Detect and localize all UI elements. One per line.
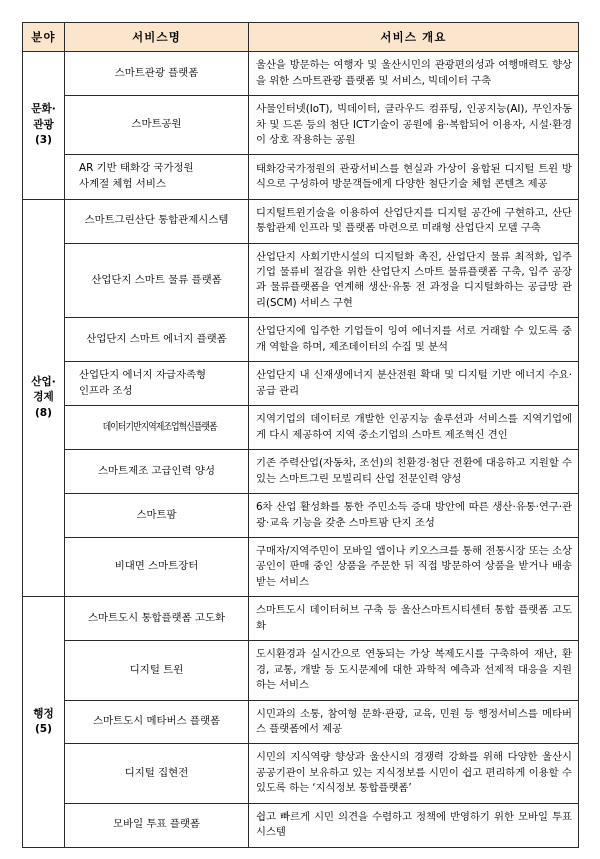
table-row <box>23 744 579 803</box>
service-overview-cell: 산업단지 내 신재생에너지 분산전원 확대 및 디지털 기반 에너지 수요·공급 관리 <box>249 362 579 406</box>
service-name-cell: 산업단지 스마트 에너지 플랫폼 <box>65 318 249 362</box>
service-name-cell: 데이터기반지역제조업혁신플랫폼 <box>77 406 235 450</box>
table-row <box>23 52 579 96</box>
service-name-cell: 비대면 스마트장터 <box>65 538 249 597</box>
service-overview-cell: 도시환경과 실시간으로 연동되는 가상 복제도시를 구축하여 재난, 환경, 교통, 개발 등 도시문제에 대한 과학적 예측과 선제적 대응을 지원하는 서비스 <box>249 641 579 700</box>
smart-city-services-table <box>22 22 579 848</box>
service-overview-cell: 태화강국가정원의 관광서비스를 현실과 가상이 융합된 디지털 트윈 방식으로 구성하여 방문객들에게 다양한 첨단기술 체험 콘텐츠 제공 <box>249 155 579 199</box>
service-name-cell: 스마트관광 플랫폼 <box>65 52 249 96</box>
table-row <box>23 362 579 406</box>
service-overview-cell: 6차 산업 활성화를 통한 주민소득 증대 방안에 따른 생산·유통·연구·관광·교육 기능을 갖춘 스마트팜 단지 조성 <box>249 494 579 538</box>
table-row <box>23 318 579 362</box>
service-overview-cell: 울산을 방문하는 여행자 및 울산시민의 관광편의성과 여행매력도 향상을 위한 스마트관광 플랫폼 및 서비스, 빅데이터 구축 <box>249 52 579 96</box>
table-row <box>23 155 579 199</box>
table-body <box>23 52 579 847</box>
column-header-service-overview: 서비스 개요 <box>249 23 579 52</box>
field-category-cell: 산업· 경제 (8) <box>23 199 65 597</box>
table-row <box>23 243 579 318</box>
service-overview-cell: 디지털트윈기술을 이용하여 산업단지를 디지털 공간에 구현하고, 산단 통합관제 인프라 및 플랫폼 마련으로 미래형 산업단지 모델 구축 <box>249 199 579 243</box>
service-overview-cell: 스마트도시 데이터허브 구축 등 울산스마트시티센터 통합 플랫폼 고도화 <box>249 597 579 641</box>
service-name-cell: 산업단지 스마트 물류 플랫폼 <box>65 243 249 318</box>
service-name-cell: 스마트공원 <box>65 96 249 155</box>
service-overview-cell: 구매자/지역주민이 모바일 앱이나 키오스크를 통해 전통시장 또는 소상공인이 판매 중인 상품을 주문한 뒤 직접 방문하여 상품을 받거나 배송 받는 서비스 <box>249 538 579 597</box>
service-name-cell: 모바일 투표 플랫폼 <box>65 803 249 847</box>
service-name-cell: 스마트제조 고급인력 양성 <box>65 450 249 494</box>
table-row <box>23 494 579 538</box>
service-overview-cell: 기존 주력산업(자동차, 조선)의 친환경·첨단 전환에 대응하고 지원할 수 있는 스마트그린 모빌리티 산업 전문인력 양성 <box>249 450 579 494</box>
column-header-field: 분야 <box>23 23 65 52</box>
service-overview-cell: 지역기업의 데이터로 개발한 인공지능 솔루션과 서비스를 지역기업에게 다시 제공하여 지역 중소기업의 스마트 제조혁신 견인 <box>249 406 579 450</box>
service-name-cell: AR 기반 태화강 국가정원 사계절 체험 서비스 <box>65 155 249 199</box>
table-row <box>23 450 579 494</box>
service-name-cell: 산업단지 에너지 자급자족형 인프라 조성 <box>65 362 249 406</box>
table-row <box>23 803 579 847</box>
field-category-cell: 문화· 관광 (3) <box>23 52 65 199</box>
service-overview-cell: 사물인터넷(IoT), 빅데이터, 클라우드 컴퓨팅, 인공지능(AI), 무인자동차 및 드론 등의 첨단 ICT기술이 공원에 융·복합되어 이용자, 시설·환경이 상호 작용하는 공원 <box>249 96 579 155</box>
service-name-cell: 스마트도시 메타버스 플랫폼 <box>65 700 249 744</box>
table-row <box>23 406 579 450</box>
service-overview-cell: 산업단지 사회기반시설의 디지털화 촉진, 산업단지 물류 최적화, 입주기업 물류비 절감을 위한 산업단지 스마트 물류플랫폼 구축, 입주 공장과 물류플랫폼을 연계해 생산·유통 전 과정을 디지털화하는 공급망 관리(SCM) 서비스 구현 <box>249 243 579 318</box>
table-header-row <box>23 23 579 52</box>
service-overview-cell: 시민의 지식역량 향상과 울산시의 경쟁력 강화를 위해 다양한 울산시 공공기관이 보유하고 있는 지식정보를 시민이 쉽고 편리하게 이용할 수 있도록 하는 ‘지식정보 통합플랫폼’ <box>249 744 579 803</box>
service-overview-cell: 쉽고 빠르게 시민 의견을 수렴하고 정책에 반영하기 위한 모바일 투표시스템 <box>249 803 579 847</box>
table-header <box>23 23 579 52</box>
service-name-cell: 디지털 집현전 <box>65 744 249 803</box>
service-name-cell: 스마트도시 통합플랫폼 고도화 <box>65 597 249 641</box>
field-category-cell: 행정 (5) <box>23 597 65 847</box>
table-row <box>23 538 579 597</box>
table-row <box>23 641 579 700</box>
table-row <box>23 597 579 641</box>
table-row <box>23 199 579 243</box>
service-name-cell: 스마트팜 <box>65 494 249 538</box>
service-name-cell: 디지털 트윈 <box>65 641 249 700</box>
service-overview-cell: 산업단지에 입주한 기업들이 잉여 에너지를 서로 거래할 수 있도록 중개 역할을 하며, 제조데이터의 수집 및 분석 <box>249 318 579 362</box>
service-overview-cell: 시민과의 소통, 참여형 문화·관광, 교육, 민원 등 행정서비스를 메타버스 플랫폼에서 제공 <box>249 700 579 744</box>
column-header-service-name: 서비스명 <box>65 23 249 52</box>
table-row <box>23 96 579 155</box>
table-row <box>23 700 579 744</box>
service-name-cell: 스마트그린산단 통합관제시스템 <box>65 199 249 243</box>
